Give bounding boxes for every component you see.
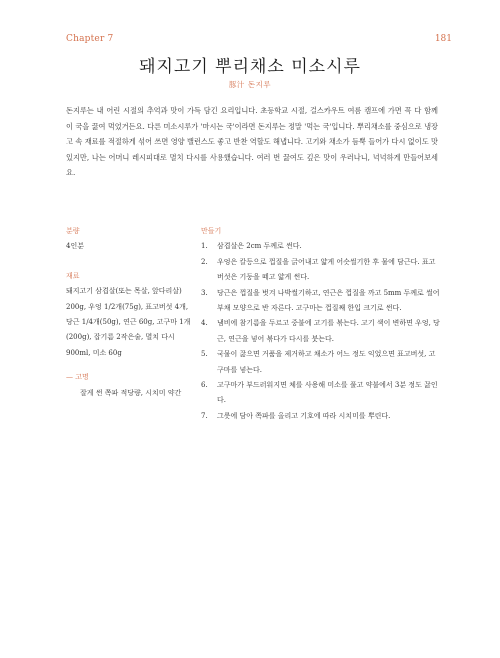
step-text: 그릇에 담아 쪽파를 올리고 기호에 따라 시치미를 뿌린다. (217, 411, 391, 420)
chapter-label: Chapter 7 (66, 34, 114, 44)
ingredients-column (66, 224, 196, 401)
servings-value: 4인분 (66, 242, 84, 251)
step-text: 삼겹살은 2cm 두께로 썬다. (217, 242, 302, 251)
step-item (201, 347, 441, 378)
recipe-title: 돼지고기 뿌리채소 미소시루 (139, 57, 361, 77)
recipe-subtitle: 豚汁 돈지루 (228, 80, 272, 89)
step-text: 냄비에 참기름을 두르고 중불에 고기를 볶는다. 고기 색이 변하면 우엉, 당근, 연근을 넣어 볶다가 다시를 붓는다. (217, 319, 440, 343)
step-text: 고구마가 부드러워지면 체를 사용해 미소를 풀고 약불에서 3분 정도 끓인다. (217, 381, 438, 405)
step-number: 1. (201, 242, 208, 251)
step-number: 4. (201, 319, 208, 328)
step-number: 2. (201, 257, 208, 266)
method-label: 만들기 (201, 227, 222, 235)
ingredients-text: 돼지고기 삼겹살(또는 목살, 앞다리살) 200g, 우엉 1/2개(75g), 표고버섯 4개, 당근 1/4개(50g), 연근 60g, 고구마 1개(200g), 잡기름 2작은술, 멸치 다시 900ml, 미소 60g (66, 287, 191, 357)
method-column (201, 224, 441, 424)
step-text: 당근은 껍질을 벗겨 나박썰기하고, 연근은 껍질을 까고 5mm 두께로 썰어 부채 모양으로 반 자른다. 고구마는 껍질째 한입 크기로 썬다. (217, 288, 440, 313)
step-text: 우엉은 칼등으로 껍질을 긁어내고 얇게 어슷썰기한 후 물에 담근다. 표고버섯은 기둥을 떼고 얇게 썬다. (217, 257, 436, 282)
step-item (201, 378, 441, 409)
step-item (201, 286, 441, 317)
step-item (201, 409, 441, 424)
step-number: 5. (201, 350, 208, 359)
step-item (201, 239, 441, 254)
step-number: 7. (201, 411, 208, 420)
page-number: 181 (434, 34, 452, 44)
step-number: 6. (201, 381, 208, 390)
step-text: 국물이 끓으면 거품을 제거하고 채소가 어느 정도 익었으면 표고버섯, 고구마를 넣는다. (217, 350, 436, 374)
intro-paragraph: 돈지루는 내 어린 시절의 추억과 맛이 가득 담긴 요리입니다. 초등학교 시절, 걸스카우트 여름 캠프에 가면 꼭 다 함께 이 국을 끓여 먹었거든요. 다른 미소시루가 '마시는 국'이라면 돈지루는 정말 '먹는 국'입니다. 뿌리채소를 중심으로 냉장고 속 재료를 적절하게 섞어 쓰면 영양 밸런스도 좋고 반찬 역할도 해냅니다. 고기와 채소가 듬뿍 들어가 다시 없이도 맛있지만, 나는 어머니 레시피대로 멸치 다시를 사용했습니다. 여러 번 끓여도 깊은 맛이 우러나니, 넉넉하게 만들어보세요. (66, 106, 438, 178)
ingredients-label: 재료 (66, 271, 80, 280)
servings-label: 분량 (66, 227, 80, 235)
garnish-label: — 고명 (66, 373, 89, 382)
step-item (201, 316, 441, 347)
garnish-text: 잘게 썬 쪽파 적당량, 시치미 약간 (80, 388, 182, 397)
steps-list (201, 239, 441, 424)
step-item (201, 255, 441, 286)
step-number: 3. (201, 288, 208, 297)
